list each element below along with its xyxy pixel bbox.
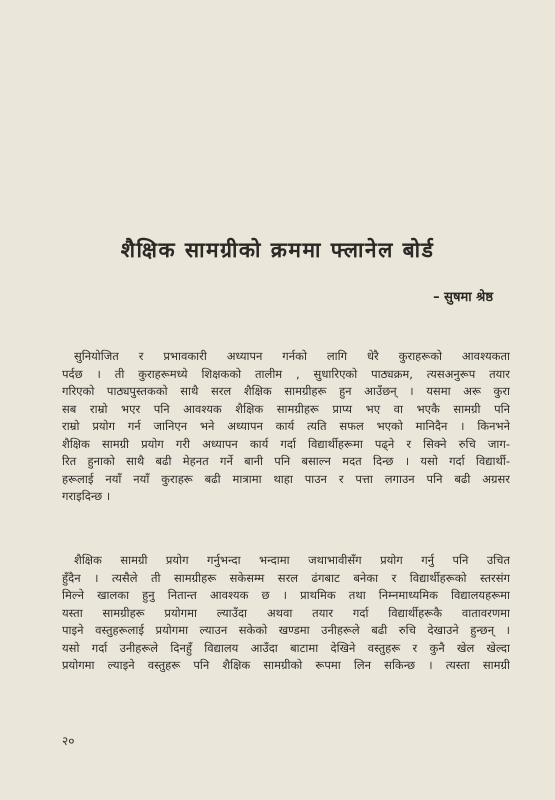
paragraph-line: हुँदैन । त्यसैले ती सामग्रीहरू सकेसम्म सरल ढंगबाट बनेका र विद्यार्थीहरूको स्तरसंग xyxy=(62,570,510,585)
paragraph-line: रित हुनाको साथै बढी मेहनत गर्ने बानी पनि बसाल्न मदत दिन्छ । यसो गर्दा विद्यार्थी- xyxy=(62,454,510,468)
paragraph-line: प्रयोगमा ल्याइने वस्तुहरू पनि शैक्षिक सामग्रीको रूपमा लिन सकिन्छ । त्यस्ता सामग्री xyxy=(62,658,510,672)
paragraph-line: सुनियोजित र प्रभावकारी अध्यापन गर्नको लागि धेरै कुराहरूको आवश्यकता xyxy=(74,349,510,363)
paragraph-2 xyxy=(62,552,510,675)
paragraph-1 xyxy=(62,348,510,506)
paragraph-line: सब राम्रो भएर पनि आवश्यक शैक्षिक सामग्रीहरू प्राप्य भए वा भएकै सामग्री पनि xyxy=(62,401,510,416)
article-author: – सुषमा श्रेष्ठ xyxy=(433,290,493,305)
paragraph-line: मिल्ने खालका हुनु नितान्त आवश्यक छ । प्राथमिक तथा निम्नमाध्यमिक विद्यालयहरूमा xyxy=(62,588,510,602)
article-title: शैक्षिक सामग्रीको क्रममा फ्लानेल बोर्ड xyxy=(120,238,435,262)
paragraph-line: गराइदिन्छ । xyxy=(62,489,111,503)
paragraph-line: पर्दछ । ती कुराहरूमध्ये शिक्षकको तालीम , सुधारिएको पाठ्यक्रम, त्यसअनुरूप तयार xyxy=(62,366,510,381)
paragraph-line: शैक्षिक सामग्री प्रयोग गरी अध्यापन कार्य गर्दा विद्यार्थीहरूमा पढ्ने र सिक्ने रुचि जाग- xyxy=(62,436,510,451)
paragraph-line: शैक्षिक सामग्री प्रयोग गर्नुभन्दा भन्दामा जथाभावीसँग प्रयोग गर्नु पनि उचित xyxy=(74,553,510,567)
paragraph-line: यसो गर्दा उनीहरूले दिनहुँ विद्यालय आउँदा बाटामा देखिने वस्तुहरू र कुनै खेल खेल्दा xyxy=(62,640,510,655)
paragraph-line: राम्रो प्रयोग गर्न जानिएन भने अध्यापन कार्य त्यति सफल भएको मानिदैन । किनभने xyxy=(62,419,510,433)
paragraph-line: गरिएको पाठ्यपुस्तकको साथै सरल शैक्षिक सामग्रीहरू हुन आउँछन् । यसमा अरू कुरा xyxy=(62,384,510,398)
paragraph-line: यस्ता सामग्रीहरू प्रयोगमा ल्याउँदा अथवा तयार गर्दा विद्यार्थीहरूकै वातावरणमा xyxy=(62,605,510,620)
paragraph-line: हरूलाई नयाँ नयाँ कुराहरू बढी मात्रामा थाहा पाउन र पत्ता लगाउन पनि बढी अग्रसर xyxy=(62,471,510,486)
paragraph-line: पाइने वस्तुहरूलाई प्रयोगमा ल्याउन सकेको खण्डमा उनीहरूले बढी रुचि देखाउने हुन्छन् । xyxy=(62,623,510,637)
page-number: २० xyxy=(62,734,75,748)
